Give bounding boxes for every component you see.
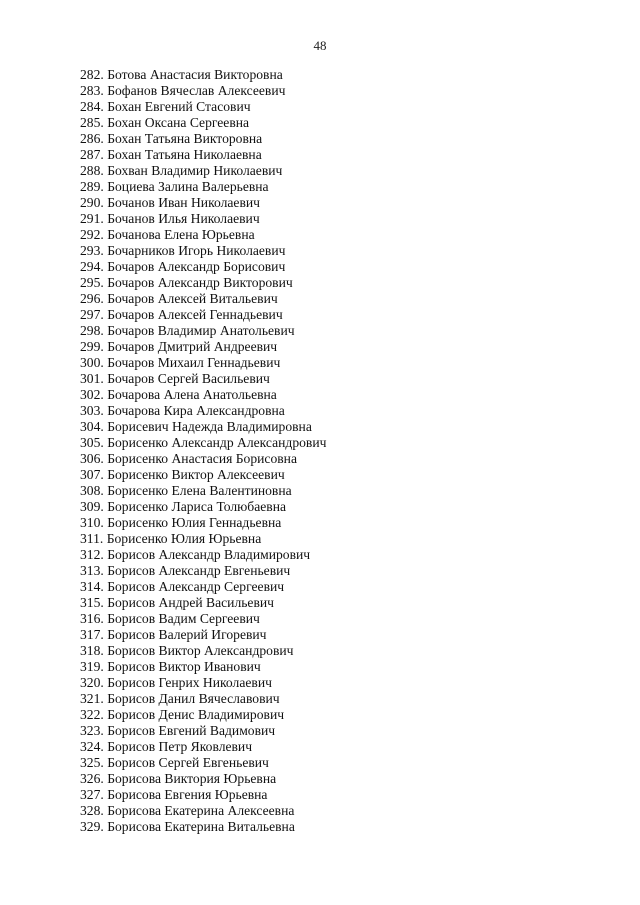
list-item — [80, 435, 326, 451]
list-item — [80, 83, 326, 99]
list-item — [80, 627, 326, 643]
list-item-number: 329. — [80, 819, 104, 834]
list-item-number: 294. — [80, 259, 104, 274]
list-item-number: 311. — [80, 531, 104, 546]
list-item-number: 319. — [80, 659, 104, 674]
list-item — [80, 499, 326, 515]
list-item-number: 291. — [80, 211, 104, 226]
list-item-name: Бочанов Илья Николаевич — [107, 211, 260, 226]
list-item — [80, 451, 326, 467]
list-item-name: Борисов Валерий Игоревич — [107, 627, 267, 642]
list-item — [80, 147, 326, 163]
list-item — [80, 131, 326, 147]
list-item-name: Бохван Владимир Николаевич — [107, 163, 283, 178]
list-item — [80, 179, 326, 195]
list-item — [80, 355, 326, 371]
list-item-number: 301. — [80, 371, 104, 386]
list-item-name: Борисенко Елена Валентиновна — [107, 483, 292, 498]
list-item — [80, 531, 326, 547]
list-item-name: Борисова Виктория Юрьевна — [107, 771, 277, 786]
list-item — [80, 387, 326, 403]
list-item-name: Бохан Евгений Стасович — [107, 99, 251, 114]
list-item-name: Боциева Залина Валерьевна — [107, 179, 269, 194]
list-item-name: Бочаров Дмитрий Андреевич — [107, 339, 278, 354]
list-item-number: 299. — [80, 339, 104, 354]
list-item-name: Бочаров Михаил Геннадьевич — [107, 355, 281, 370]
list-item — [80, 675, 326, 691]
list-item — [80, 339, 326, 355]
list-item-number: 297. — [80, 307, 104, 322]
list-item-number: 324. — [80, 739, 104, 754]
list-item-number: 292. — [80, 227, 104, 242]
list-item-name: Бочаров Владимир Анатольевич — [107, 323, 295, 338]
page-number: 48 — [313, 38, 327, 53]
list-item-number: 326. — [80, 771, 104, 786]
list-item — [80, 275, 326, 291]
list-item-name: Борисов Виктор Александрович — [107, 643, 294, 658]
list-item — [80, 211, 326, 227]
list-item-number: 325. — [80, 755, 104, 770]
list-item-number: 296. — [80, 291, 104, 306]
list-item-number: 307. — [80, 467, 104, 482]
list-item-number: 288. — [80, 163, 104, 178]
list-item-number: 304. — [80, 419, 104, 434]
list-item-number: 317. — [80, 627, 104, 642]
list-item-name: Борисова Екатерина Алексеевна — [107, 803, 295, 818]
list-item-name: Бочаров Александр Викторович — [107, 275, 293, 290]
list-item — [80, 691, 326, 707]
list-item-number: 309. — [80, 499, 104, 514]
list-item-name: Бочаров Алексей Геннадьевич — [107, 307, 283, 322]
list-item — [80, 707, 326, 723]
list-item — [80, 723, 326, 739]
list-item-name: Бофанов Вячеслав Алексеевич — [107, 83, 286, 98]
list-item-number: 321. — [80, 691, 104, 706]
list-item — [80, 403, 326, 419]
list-item-name: Бочанов Иван Николаевич — [107, 195, 260, 210]
list-item — [80, 755, 326, 771]
list-item-number: 298. — [80, 323, 104, 338]
list-item-name: Бочанова Елена Юрьевна — [107, 227, 255, 242]
list-item-name: Бохан Татьяна Николаевна — [107, 147, 262, 162]
list-item-name: Борисевич Надежда Владимировна — [107, 419, 312, 434]
list-item — [80, 595, 326, 611]
list-item — [80, 243, 326, 259]
list-item — [80, 643, 326, 659]
list-item-number: 310. — [80, 515, 104, 530]
list-item-number: 305. — [80, 435, 104, 450]
list-item-name: Борисова Екатерина Витальевна — [107, 819, 295, 834]
list-item-name: Борисов Вадим Сергеевич — [107, 611, 260, 626]
list-item — [80, 739, 326, 755]
list-item-name: Бочарова Алена Анатольевна — [107, 387, 277, 402]
list-item — [80, 819, 326, 835]
list-item-number: 285. — [80, 115, 104, 130]
list-item — [80, 227, 326, 243]
list-item — [80, 803, 326, 819]
list-item-number: 308. — [80, 483, 104, 498]
list-item-number: 328. — [80, 803, 104, 818]
list-item-number: 314. — [80, 579, 104, 594]
list-item-name: Борисенко Юлия Юрьевна — [106, 531, 262, 546]
list-item — [80, 195, 326, 211]
list-item-name: Бочарников Игорь Николаевич — [107, 243, 286, 258]
list-item-number: 315. — [80, 595, 104, 610]
list-item — [80, 67, 326, 83]
list-item-number: 289. — [80, 179, 104, 194]
list-item-name: Ботова Анастасия Викторовна — [107, 67, 283, 82]
list-item-number: 287. — [80, 147, 104, 162]
list-item — [80, 307, 326, 323]
list-item-name: Борисова Евгения Юрьевна — [107, 787, 268, 802]
list-item-number: 283. — [80, 83, 104, 98]
list-item-number: 322. — [80, 707, 104, 722]
list-item-name: Борисенко Юлия Геннадьевна — [107, 515, 282, 530]
list-item — [80, 659, 326, 675]
list-item-name: Бохан Татьяна Викторовна — [107, 131, 263, 146]
list-item-number: 312. — [80, 547, 104, 562]
list-item — [80, 483, 326, 499]
list-item-name: Бочаров Александр Борисович — [107, 259, 286, 274]
list-item-name: Борисов Александр Владимирович — [107, 547, 311, 562]
list-item — [80, 371, 326, 387]
list-item — [80, 547, 326, 563]
list-item-number: 316. — [80, 611, 104, 626]
list-item-number: 306. — [80, 451, 104, 466]
list-item-name: Борисенко Лариса Толюбаевна — [107, 499, 286, 514]
list-item-name: Борисов Сергей Евгеньевич — [107, 755, 269, 770]
list-item — [80, 291, 326, 307]
list-item-name: Борисенко Александр Александрович — [107, 435, 327, 450]
list-item-name: Бочаров Сергей Васильевич — [107, 371, 270, 386]
list-item-number: 320. — [80, 675, 104, 690]
list-item-number: 327. — [80, 787, 104, 802]
list-item — [80, 563, 326, 579]
list-item-name: Бочаров Алексей Витальевич — [107, 291, 278, 306]
list-item-number: 303. — [80, 403, 104, 418]
list-item-number: 286. — [80, 131, 104, 146]
list-item-name: Борисов Андрей Васильевич — [107, 595, 274, 610]
name-list — [80, 67, 326, 835]
list-item-number: 282. — [80, 67, 104, 82]
list-item — [80, 259, 326, 275]
list-item-name: Бочарова Кира Александровна — [107, 403, 285, 418]
list-item — [80, 163, 326, 179]
list-item — [80, 323, 326, 339]
list-item-number: 295. — [80, 275, 104, 290]
list-item-name: Борисов Петр Яковлевич — [107, 739, 253, 754]
list-item-number: 290. — [80, 195, 104, 210]
list-item-name: Борисов Евгений Вадимович — [107, 723, 276, 738]
list-item-number: 284. — [80, 99, 104, 114]
list-item-number: 323. — [80, 723, 104, 738]
list-item — [80, 787, 326, 803]
list-item-name: Борисов Александр Евгеньевич — [107, 563, 291, 578]
list-item — [80, 579, 326, 595]
list-item-number: 318. — [80, 643, 104, 658]
list-item — [80, 771, 326, 787]
list-item-name: Бохан Оксана Сергеевна — [107, 115, 250, 130]
list-item — [80, 419, 326, 435]
list-item-number: 293. — [80, 243, 104, 258]
list-item — [80, 115, 326, 131]
list-item-name: Борисов Денис Владимирович — [107, 707, 285, 722]
list-item-name: Борисенко Виктор Алексеевич — [107, 467, 285, 482]
list-item — [80, 467, 326, 483]
list-item-name: Борисов Данил Вячеславович — [107, 691, 280, 706]
list-item-number: 300. — [80, 355, 104, 370]
list-item-name: Борисов Виктор Иванович — [107, 659, 261, 674]
list-item — [80, 611, 326, 627]
list-item — [80, 515, 326, 531]
list-item-name: Борисов Александр Сергеевич — [107, 579, 285, 594]
list-item — [80, 99, 326, 115]
list-item-name: Борисов Генрих Николаевич — [107, 675, 272, 690]
list-item-name: Борисенко Анастасия Борисовна — [107, 451, 297, 466]
list-item-number: 302. — [80, 387, 104, 402]
list-item-number: 313. — [80, 563, 104, 578]
